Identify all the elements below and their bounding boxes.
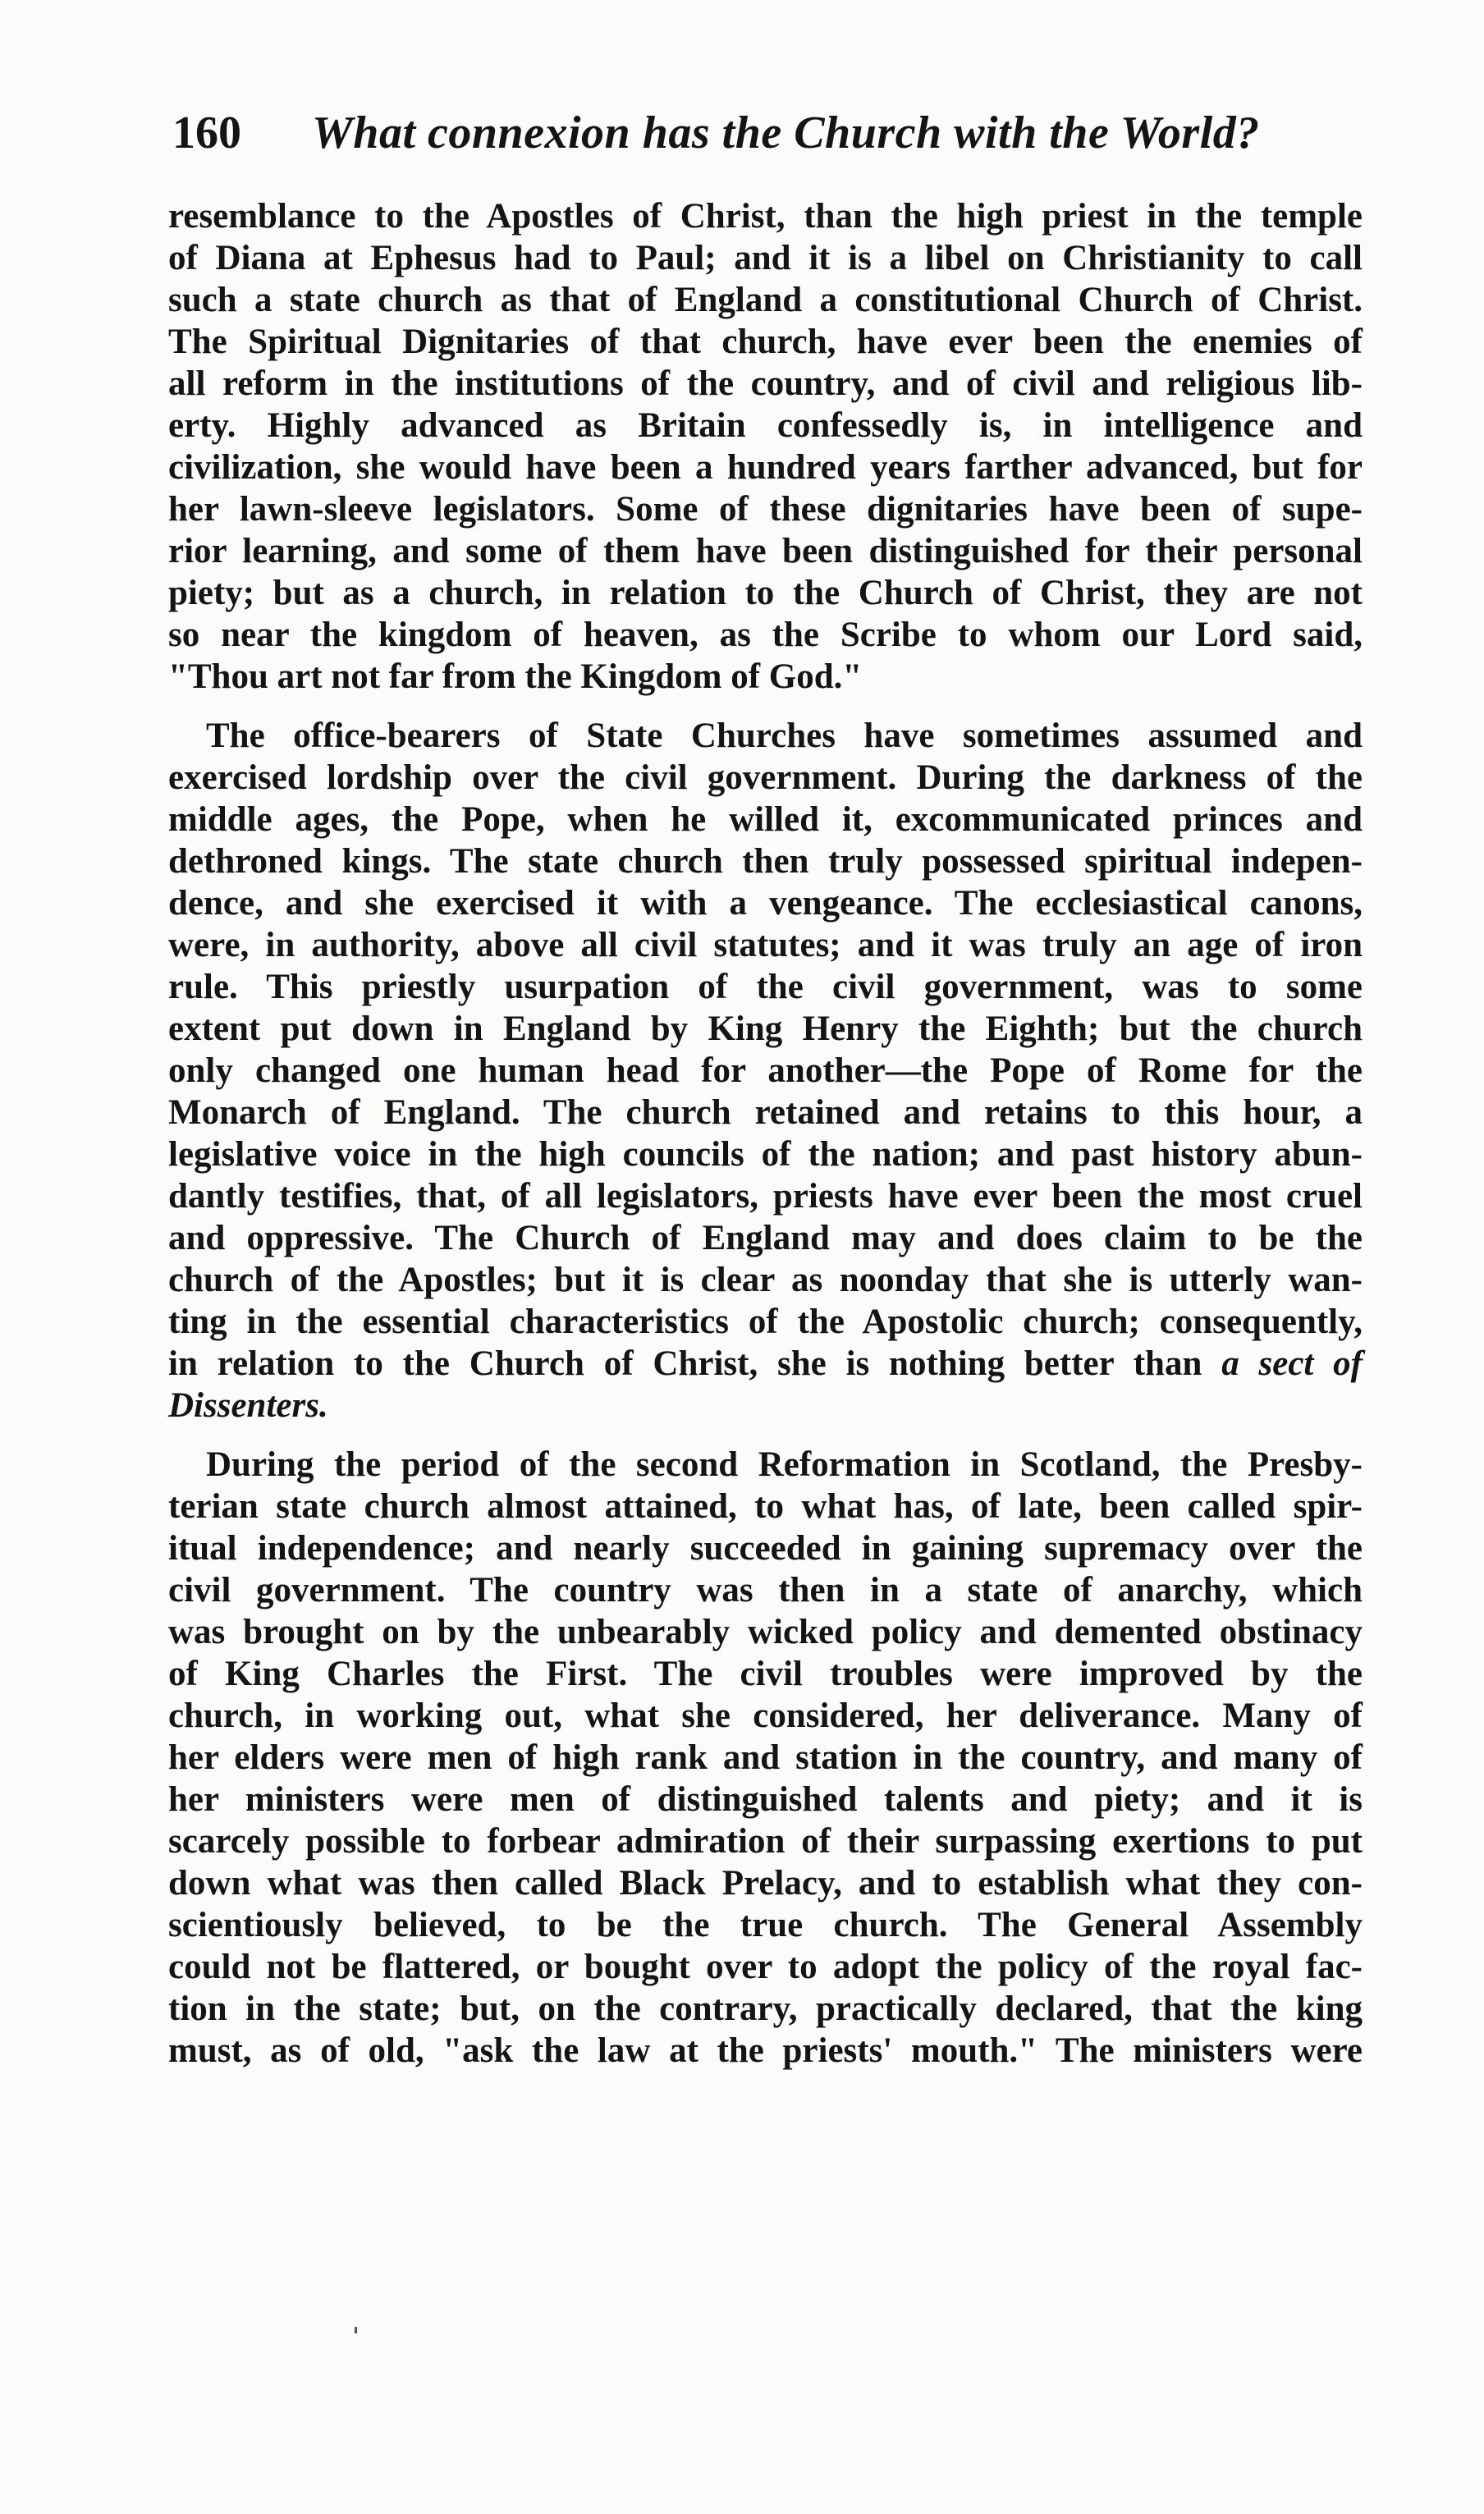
text-line: piety; but as a church, in relation to the Church of Christ, they are not [168, 574, 1363, 612]
italic-phrase: a sect of [1221, 1344, 1363, 1383]
text-line: scientiously believed, to be the true church. The General Assembly [168, 1906, 1363, 1944]
text-line: and oppressive. The Church of England may and does claim to be the [168, 1219, 1363, 1257]
text-line: extent put down in England by King Henry the Eighth; but the church [168, 1010, 1363, 1048]
text-line: tion in the state; but, on the contrary, practically declared, that the king [168, 1990, 1363, 2028]
text-line: The office-bearers of State Churches have sometimes assumed and [206, 717, 1363, 755]
text-line: civil government. The country was then in a state of anarchy, which [168, 1571, 1363, 1610]
text-line: "Thou art not far from the Kingdom of God." [168, 657, 863, 696]
text-line: of Diana at Ephesus had to Paul; and it is a libel on Christianity to call [168, 239, 1363, 277]
text-line: exercised lordship over the civil government. During the darkness of the [168, 758, 1363, 797]
text-line: itual independence; and nearly succeeded in gaining supremacy over the [168, 1529, 1363, 1568]
text-line: resemblance to the Apostles of Christ, than the high priest in the temple [168, 197, 1363, 236]
print-speck [355, 2327, 357, 2333]
paragraph-3 [168, 1444, 1363, 2072]
text-line: all reform in the institutions of the country, and of civil and religious lib- [168, 364, 1363, 403]
text-line: Monarch of England. The church retained and retains to this hour, a [168, 1093, 1363, 1132]
text-line: dantly testifies, that, of all legislators, priests have ever been the most cruel [168, 1177, 1363, 1216]
text-line: ting in the essential characteristics of the Apostolic church; consequently, [168, 1303, 1363, 1341]
text-line: scarcely possible to forbear admiration of their surpassing exertions to put [168, 1822, 1363, 1861]
running-title: What connexion has the Church with the World? [312, 108, 1260, 158]
text-line: of King Charles the First. The civil troubles were improved by the [168, 1655, 1363, 1693]
text-line: only changed one human head for another—the Pope of Rome for the [168, 1051, 1363, 1090]
text-line: church, in working out, what she considered, her deliverance. Many of [168, 1697, 1363, 1735]
text-line: her elders were men of high rank and station in the country, and many of [168, 1738, 1363, 1777]
page-number: 160 [172, 108, 241, 158]
text-line: Dissenters. [168, 1386, 328, 1425]
paragraph-1 [168, 195, 1363, 698]
body-text [168, 195, 1363, 2072]
text-line: dence, and she exercised it with a vengeance. The ecclesiastical canons, [168, 884, 1363, 923]
text-line: down what was then called Black Prelacy, and to establish what they con- [168, 1864, 1363, 1903]
text-line: must, as of old, "ask the law at the priests' mouth." The ministers were [168, 2031, 1363, 2070]
text-line: terian state church almost attained, to what has, of late, been called spir- [168, 1487, 1363, 1526]
text-line: so near the kingdom of heaven, as the Scribe to whom our Lord said, [168, 616, 1363, 654]
text-line: her ministers were men of distinguished talents and piety; and it is [168, 1780, 1363, 1819]
text-line: rior learning, and some of them have been distinguished for their personal [168, 532, 1363, 570]
text-line: legislative voice in the high councils of the nation; and past history abun- [168, 1135, 1363, 1174]
text-line: her lawn-sleeve legislators. Some of these dignitaries have been of supe- [168, 490, 1363, 529]
text-line: was brought on by the unbearably wicked policy and demented obstinacy [168, 1613, 1363, 1651]
page-header [172, 107, 1404, 172]
text-line: erty. Highly advanced as Britain confessedly is, in intelligence and [168, 406, 1363, 445]
text-line: civilization, she would have been a hundred years farther advanced, but for [168, 448, 1363, 487]
text-line: were, in authority, above all civil statutes; and it was truly an age of iron [168, 926, 1363, 964]
text-line: could not be flattered, or bought over to adopt the policy of the royal fac- [168, 1948, 1363, 1986]
text-line: church of the Apostles; but it is clear as noonday that she is utterly wan- [168, 1261, 1363, 1299]
text-line: middle ages, the Pope, when he willed it, excommunicated princes and [168, 800, 1363, 839]
text-line: dethroned kings. The state church then truly possessed spiritual indepen- [168, 842, 1363, 881]
paragraph-2 [168, 715, 1363, 1426]
text-line: such a state church as that of England a constitutional Church of Christ. [168, 281, 1363, 319]
text-line: The Spiritual Dignitaries of that church, have ever been the enemies of [168, 323, 1363, 361]
text-line: rule. This priestly usurpation of the civil government, was to some [168, 968, 1363, 1006]
text-line-with-italic [168, 1343, 1363, 1385]
text-line: During the period of the second Reformation in Scotland, the Presby- [206, 1445, 1363, 1484]
text-segment: in relation to the Church of Christ, she is nothing better than [168, 1344, 1202, 1383]
